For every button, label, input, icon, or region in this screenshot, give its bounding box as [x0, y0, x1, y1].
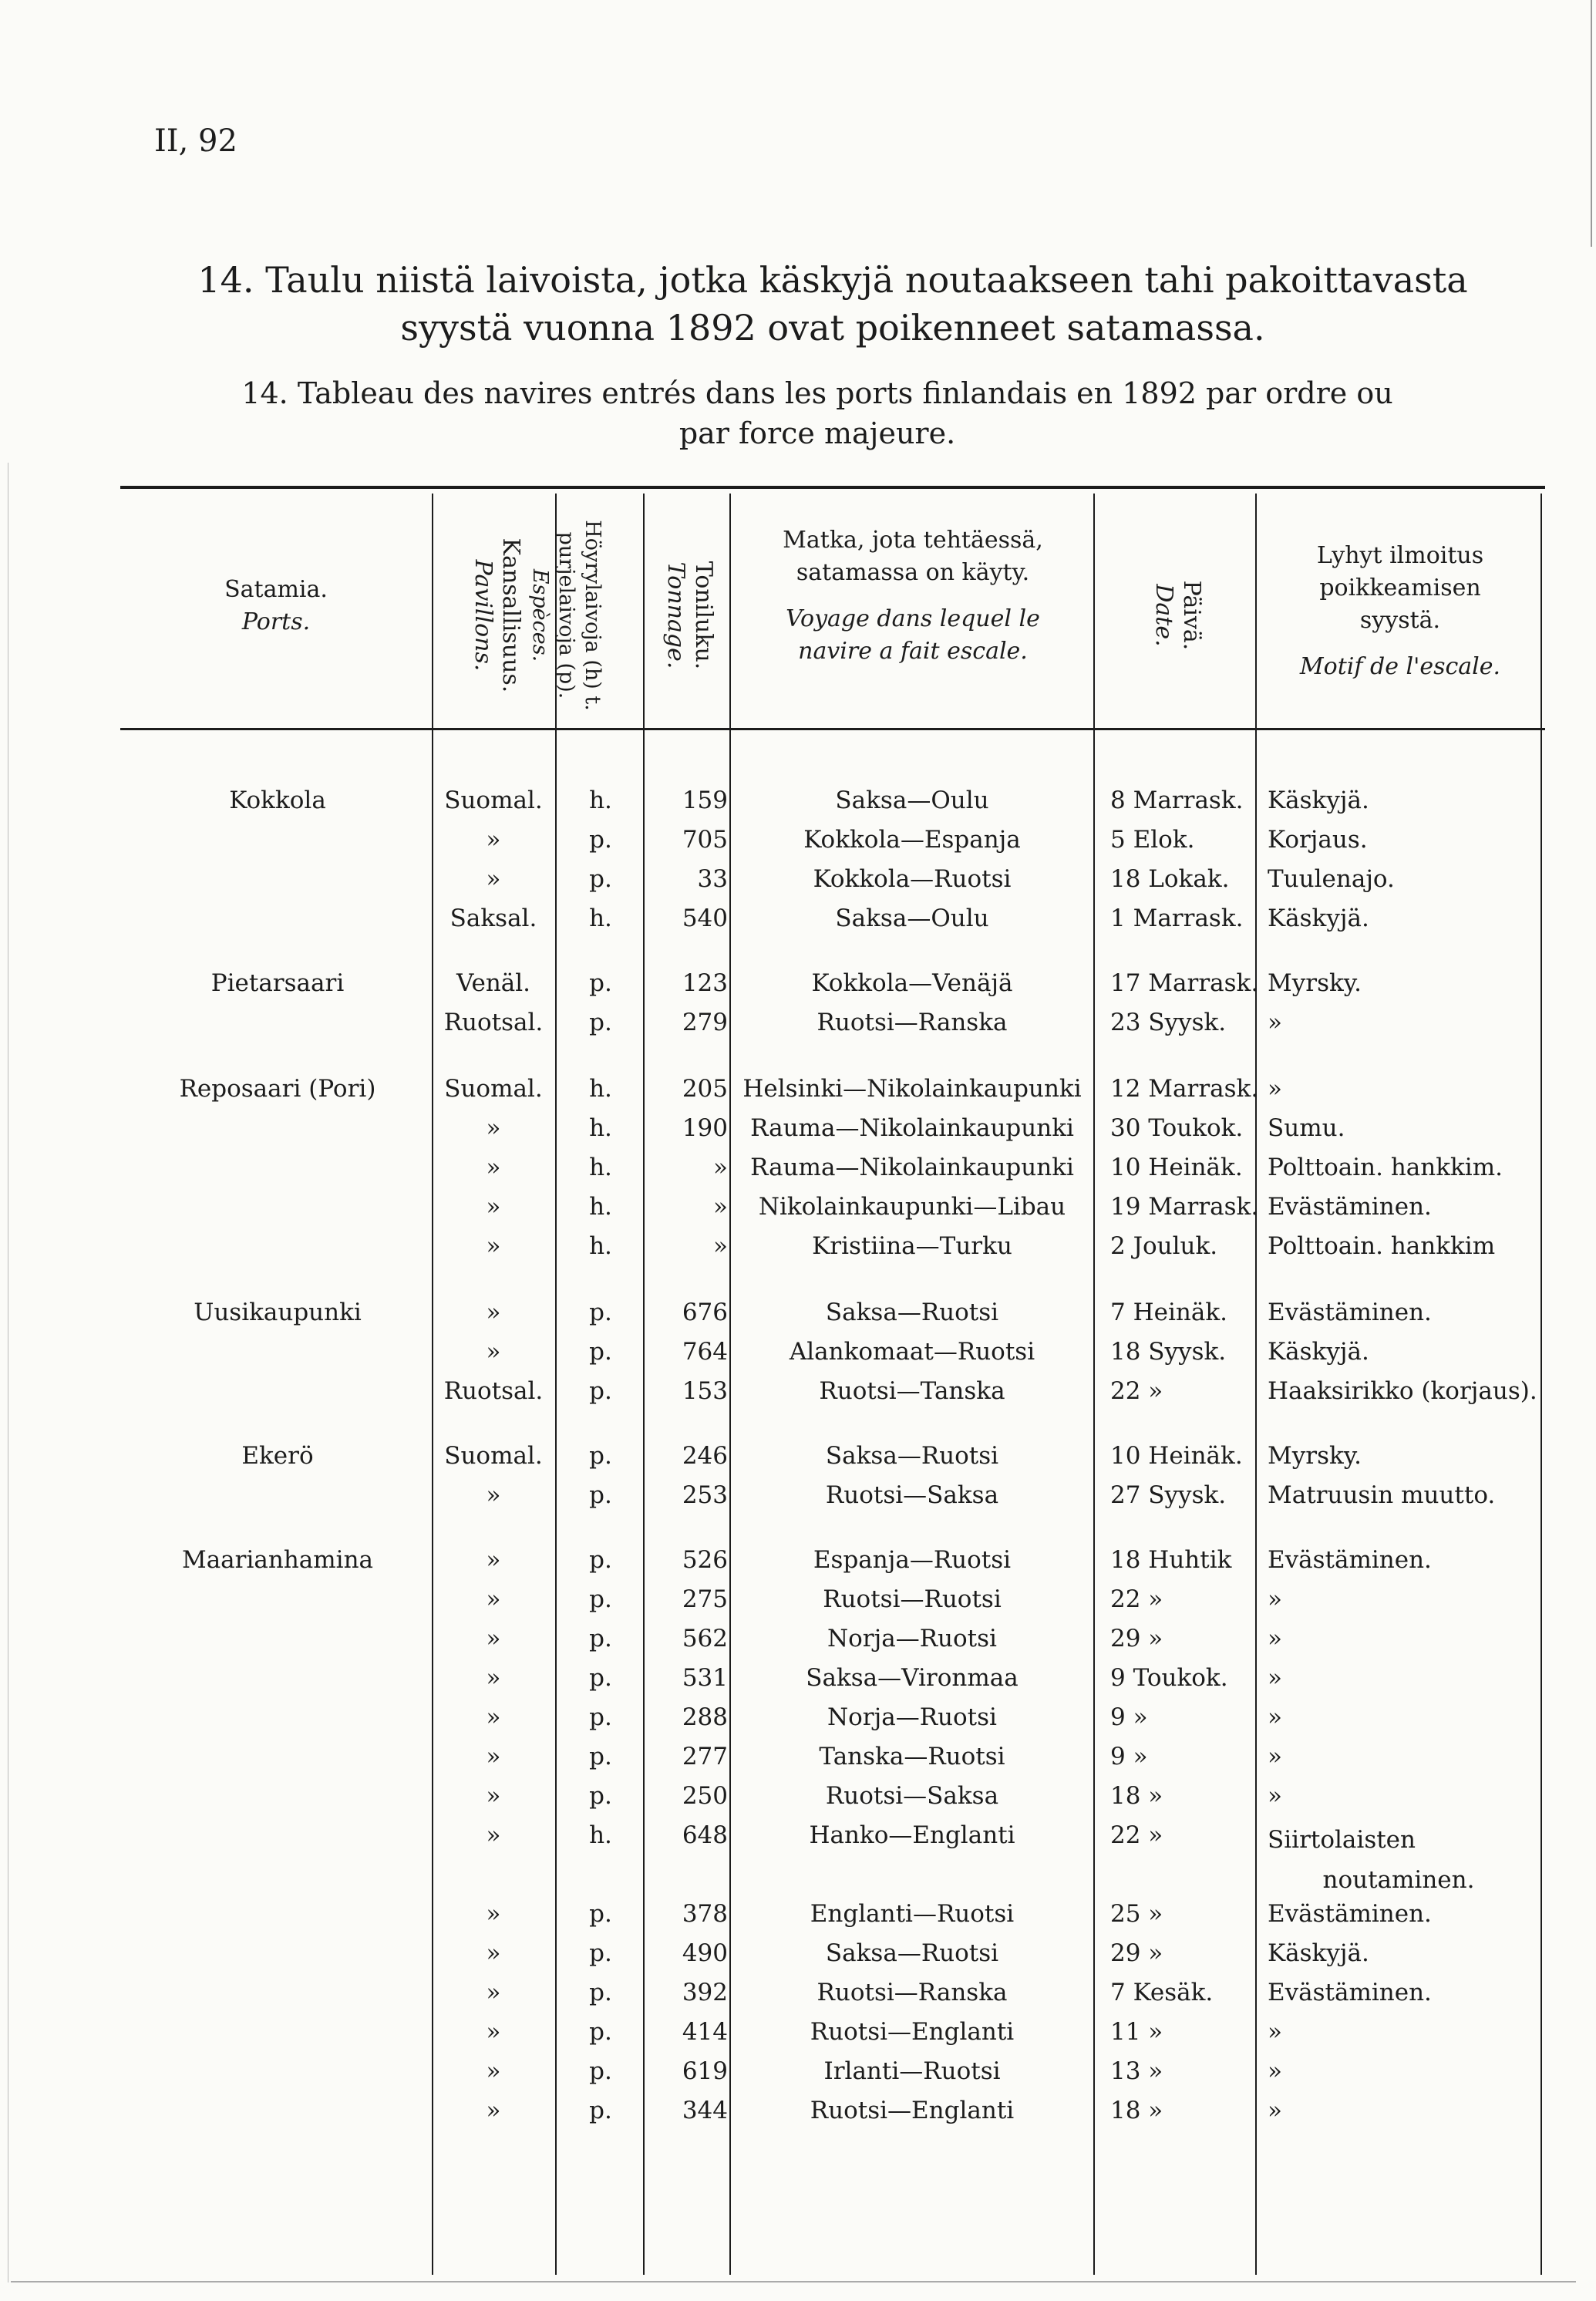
page-number: II, 92 [154, 123, 237, 159]
header-date-label: Päivä. [1178, 580, 1205, 651]
cell-voyage: Ruotsi—Tanska [819, 1377, 1005, 1405]
cell-type: p. [589, 1625, 612, 1652]
cell-motif: » [1268, 2057, 1282, 2085]
cell-date: 22 » [1110, 1377, 1163, 1405]
cell-tonnage: 562 [682, 1625, 728, 1652]
cell-tonnage: 253 [682, 1481, 728, 1509]
cell-flag: » [486, 1703, 501, 1731]
cell-voyage: Kokkola—Venäjä [811, 969, 1013, 997]
cell-type: p. [589, 1743, 612, 1770]
cell-flag: Suomal. [444, 787, 543, 814]
cell-date: 22 » [1110, 1821, 1163, 1849]
cell-voyage: Ruotsi—Ruotsi [823, 1585, 1002, 1613]
cell-voyage: Saksa—Ruotsi [825, 1299, 999, 1326]
cell-voyage: Ruotsi—Ranska [817, 1009, 1008, 1036]
cell-type: p. [589, 1900, 612, 1928]
cell-motif: Käskyjä. [1268, 787, 1369, 814]
cell-flag: » [486, 826, 501, 854]
cell-type: h. [589, 1193, 612, 1221]
cell-type: p. [589, 2018, 612, 2046]
cell-tonnage: 526 [682, 1546, 728, 1574]
cell-flag: » [486, 865, 501, 893]
cell-flag: Ruotsal. [443, 1009, 544, 1036]
header-tonnage-label: Toniluku. [690, 561, 717, 670]
cell-tonnage: 246 [682, 1442, 728, 1470]
cell-motif: » [1268, 1703, 1282, 1731]
header-voyage-label-fr: Voyage dans lequel le navire a fait escale. [786, 605, 1040, 665]
cell-type: p. [589, 1939, 612, 1967]
cell-type: h. [589, 905, 612, 932]
header-flag-label-fr: Pavillons. [470, 559, 497, 672]
cell-flag: » [486, 1743, 501, 1770]
header-port-label: Satamia. [224, 576, 328, 603]
table-row [0, 1545, 1596, 1575]
cell-tonnage: 33 [697, 865, 728, 893]
table-row [0, 1336, 1596, 1367]
cell-flag: Saksal. [450, 905, 537, 932]
table-row [0, 903, 1596, 934]
table-row [0, 1898, 1596, 1929]
cell-date: 30 Toukok. [1110, 1114, 1244, 1142]
cell-voyage: Kokkola—Ruotsi [813, 865, 1012, 893]
cell-voyage: Nikolainkaupunki—Libau [758, 1193, 1066, 1221]
cell-voyage: Saksa—Ruotsi [825, 1442, 999, 1470]
cell-flag: » [486, 2057, 501, 2085]
cell-type: h. [589, 1154, 612, 1181]
cell-voyage: Ruotsi—Saksa [825, 1782, 999, 1810]
cell-tonnage: » [713, 1154, 728, 1181]
cell-motif: Käskyjä. [1268, 905, 1369, 932]
table-row [0, 1440, 1596, 1471]
table-row [0, 824, 1596, 855]
cell-voyage: Ruotsi—Englanti [810, 2097, 1015, 2124]
cell-date: 17 Marrask. [1110, 969, 1259, 997]
cell-voyage: Ruotsi—Saksa [825, 1481, 999, 1509]
cell-tonnage: 344 [682, 2097, 728, 2124]
cell-type: p. [589, 1009, 612, 1036]
cell-type: p. [589, 969, 612, 997]
cell-tonnage: 153 [682, 1377, 728, 1405]
cell-flag: » [486, 1193, 501, 1221]
cell-voyage: Tanska—Ruotsi [819, 1743, 1005, 1770]
cell-motif: » [1268, 1075, 1282, 1103]
cell-flag: » [486, 1979, 501, 2006]
cell-motif: » [1268, 2018, 1282, 2046]
cell-flag: » [486, 1821, 501, 1849]
cell-port: Maarianhamina [181, 1546, 374, 1574]
cell-voyage: Englanti—Ruotsi [810, 1900, 1015, 1928]
cell-motif: Evästäminen. [1268, 1546, 1432, 1574]
cell-date: 9 » [1110, 1743, 1148, 1770]
header-voyage-label: Matka, jota tehtäessä, satamassa on käyty. [783, 527, 1043, 586]
header-port [120, 574, 432, 638]
table-top-rule [120, 486, 1545, 489]
cell-voyage: Rauma—Nikolainkaupunki [750, 1114, 1074, 1142]
cell-tonnage: » [713, 1232, 728, 1260]
cell-flag: » [486, 1114, 501, 1142]
cell-voyage: Saksa—Oulu [835, 787, 989, 814]
page-edge-bottom [11, 2281, 1576, 2282]
cell-type: p. [589, 2057, 612, 2085]
cell-type: h. [589, 1114, 612, 1142]
table-row [0, 1663, 1596, 1693]
table-row [0, 1007, 1596, 1038]
table-row [0, 1191, 1596, 1222]
cell-tonnage: 619 [682, 2057, 728, 2085]
cell-motif: Myrsky. [1268, 969, 1362, 997]
header-motif-label-fr: Motif de l'escale. [1299, 653, 1501, 680]
cell-tonnage: 392 [682, 1979, 728, 2006]
header-type-label-fr: Espèces. [528, 568, 552, 662]
cell-tonnage: 531 [682, 1664, 728, 1692]
table-row [0, 1376, 1596, 1407]
cell-type: p. [589, 1703, 612, 1731]
header-flag-label: Kansallisuus. [497, 537, 524, 693]
cell-voyage: Hanko—Englanti [809, 1821, 1015, 1849]
cell-flag: » [486, 1939, 501, 1967]
cell-date: 13 » [1110, 2057, 1163, 2085]
cell-motif: Matruusin muutto. [1268, 1481, 1496, 1509]
cell-motif: Siirtolaisten noutaminen. [1268, 1826, 1475, 1894]
cell-motif: » [1268, 1743, 1282, 1770]
cell-flag: Ruotsal. [443, 1377, 544, 1405]
cell-voyage: Helsinki—Nikolainkaupunki [742, 1075, 1082, 1103]
cell-port: Reposaari (Pori) [179, 1075, 376, 1103]
cell-tonnage: 378 [682, 1900, 728, 1928]
cell-type: p. [589, 1979, 612, 2006]
cell-voyage: Norja—Ruotsi [827, 1703, 997, 1731]
cell-type: p. [589, 1338, 612, 1366]
cell-motif: Korjaus. [1268, 826, 1368, 854]
table-row [0, 2095, 1596, 2126]
cell-flag: » [486, 1625, 501, 1652]
cell-type: h. [589, 1232, 612, 1260]
table-row [0, 785, 1596, 816]
cell-voyage: Rauma—Nikolainkaupunki [750, 1154, 1074, 1181]
table-row [0, 1741, 1596, 1772]
cell-flag: » [486, 2018, 501, 2046]
cell-flag: » [486, 1782, 501, 1810]
cell-voyage: Ruotsi—Englanti [810, 2018, 1015, 2046]
table-row [0, 2056, 1596, 2087]
cell-date: 11 » [1110, 2018, 1163, 2046]
header-tonnage-label-fr: Tonnage. [662, 561, 689, 669]
cell-motif: » [1268, 1625, 1282, 1652]
cell-flag: » [486, 1585, 501, 1613]
cell-type: p. [589, 1299, 612, 1326]
cell-motif: Evästäminen. [1268, 1299, 1432, 1326]
cell-date: 27 Syysk. [1110, 1481, 1227, 1509]
cell-tonnage: 277 [682, 1743, 728, 1770]
cell-voyage: Kokkola—Espanja [803, 826, 1021, 854]
table-row [0, 1820, 1596, 1894]
cell-motif: Evästäminen. [1268, 1979, 1432, 2006]
header-motif-label: Lyhyt ilmoitus poikkeamisen syystä. [1316, 542, 1484, 634]
cell-tonnage: 279 [682, 1009, 728, 1036]
cell-voyage: Kristiina—Turku [812, 1232, 1012, 1260]
cell-port: Uusikaupunki [194, 1299, 362, 1326]
cell-date: 5 Elok. [1110, 826, 1195, 854]
cell-type: p. [589, 1481, 612, 1509]
table-header-rule [120, 728, 1545, 730]
cell-voyage: Saksa—Ruotsi [825, 1939, 999, 1967]
cell-date: 10 Heinäk. [1110, 1154, 1243, 1181]
cell-date: 1 Marrask. [1110, 905, 1244, 932]
cell-flag: Suomal. [444, 1075, 543, 1103]
header-date [1143, 461, 1205, 770]
cell-type: p. [589, 2097, 612, 2124]
cell-tonnage: 705 [682, 826, 728, 854]
table-row [0, 1231, 1596, 1262]
title-finnish: 14. Taulu niistä laivoista, jotka käskyjä noutaakseen tahi pakoittavasta syystä vuonna 1892 ovat poikenneet satamassa. [197, 259, 1468, 349]
cell-motif: Evästäminen. [1268, 1900, 1432, 1928]
header-date-label-fr: Date. [1150, 584, 1177, 647]
cell-motif: » [1268, 1782, 1282, 1810]
cell-date: 18 Huhtik [1110, 1546, 1232, 1574]
cell-motif: » [1268, 1664, 1282, 1692]
cell-tonnage: 288 [682, 1703, 728, 1731]
cell-tonnage: 414 [682, 2018, 728, 2046]
cell-motif: » [1268, 1009, 1282, 1036]
header-flag [463, 461, 524, 770]
cell-motif: Käskyjä. [1268, 1939, 1369, 1967]
cell-date: 2 Jouluk. [1110, 1232, 1218, 1260]
cell-tonnage: 159 [682, 787, 728, 814]
cell-date: 12 Marrask. [1110, 1075, 1259, 1103]
cell-date: 18 » [1110, 1782, 1163, 1810]
cell-tonnage: » [713, 1193, 728, 1221]
cell-flag: » [486, 1154, 501, 1181]
table-row [0, 1702, 1596, 1733]
cell-date: 7 Heinäk. [1110, 1299, 1227, 1326]
cell-date: 9 Toukok. [1110, 1664, 1228, 1692]
cell-date: 9 » [1110, 1703, 1148, 1731]
table-row [0, 1480, 1596, 1511]
cell-date: 18 » [1110, 2097, 1163, 2124]
cell-voyage: Espanja—Ruotsi [813, 1546, 1012, 1574]
cell-motif: Sumu. [1268, 1114, 1345, 1142]
header-voyage [736, 524, 1090, 668]
cell-tonnage: 764 [682, 1338, 728, 1366]
cell-motif: Evästäminen. [1268, 1193, 1432, 1221]
cell-voyage: Alankomaat—Ruotsi [789, 1338, 1035, 1366]
cell-type: p. [589, 1585, 612, 1613]
cell-port: Kokkola [229, 787, 326, 814]
cell-voyage: Ruotsi—Ranska [817, 1979, 1008, 2006]
cell-voyage: Saksa—Vironmaa [806, 1664, 1019, 1692]
cell-port: Ekerö [241, 1442, 314, 1470]
cell-tonnage: 190 [682, 1114, 728, 1142]
cell-type: h. [589, 1075, 612, 1103]
cell-flag: » [486, 1664, 501, 1692]
cell-date: 18 Lokak. [1110, 865, 1230, 893]
cell-date: 8 Marrask. [1110, 787, 1244, 814]
cell-motif: Polttoain. hankkim. [1268, 1154, 1503, 1181]
cell-date: 25 » [1110, 1900, 1163, 1928]
cell-flag: Suomal. [444, 1442, 543, 1470]
cell-motif: Tuulenajo. [1268, 865, 1395, 893]
header-tonnage [655, 461, 717, 770]
cell-tonnage: 676 [682, 1299, 728, 1326]
cell-type: p. [589, 1377, 612, 1405]
cell-date: 22 » [1110, 1585, 1163, 1613]
cell-tonnage: 540 [682, 905, 728, 932]
cell-motif: Myrsky. [1268, 1442, 1362, 1470]
cell-date: 23 Syysk. [1110, 1009, 1227, 1036]
cell-flag: » [486, 1299, 501, 1326]
cell-type: p. [589, 1546, 612, 1574]
cell-type: p. [589, 1782, 612, 1810]
cell-type: p. [589, 865, 612, 893]
table-row [0, 1623, 1596, 1654]
cell-type: p. [589, 1442, 612, 1470]
table-row [0, 1584, 1596, 1615]
cell-voyage: Norja—Ruotsi [827, 1625, 997, 1652]
cell-date: 29 » [1110, 1939, 1163, 1967]
header-port-label-fr: Ports. [241, 608, 311, 635]
table-row [0, 968, 1596, 999]
cell-type: h. [589, 787, 612, 814]
table-row [0, 1938, 1596, 1969]
table-row [0, 1780, 1596, 1811]
table-row [0, 864, 1596, 894]
cell-date: 10 Heinäk. [1110, 1442, 1243, 1470]
header-type-label: Höyrylaivoja (h) t. purjelaivoja (p). [554, 520, 604, 711]
cell-type: h. [589, 1821, 612, 1849]
table-row [0, 1297, 1596, 1328]
cell-voyage: Saksa—Oulu [835, 905, 989, 932]
cell-tonnage: 490 [682, 1939, 728, 1967]
cell-flag: Venäl. [456, 969, 531, 997]
table-row [0, 1113, 1596, 1144]
cell-type: p. [589, 1664, 612, 1692]
cell-motif: Haaksirikko (korjaus). [1268, 1377, 1537, 1405]
cell-flag: » [486, 1481, 501, 1509]
cell-motif: » [1268, 2097, 1282, 2124]
table-row [0, 1073, 1596, 1104]
table-row [0, 1152, 1596, 1183]
cell-date: 19 Marrask. [1110, 1193, 1259, 1221]
title-french: 14. Tableau des navires entrés dans les ports finlandais en 1892 par ordre ou par force majeure. [241, 376, 1393, 450]
cell-tonnage: 205 [682, 1075, 728, 1103]
cell-tonnage: 648 [682, 1821, 728, 1849]
cell-date: 29 » [1110, 1625, 1163, 1652]
table-row [0, 2016, 1596, 2047]
cell-port: Pietarsaari [210, 969, 345, 997]
cell-flag: » [486, 1338, 501, 1366]
header-motif [1261, 540, 1539, 683]
cell-flag: » [486, 1900, 501, 1928]
cell-type: p. [589, 826, 612, 854]
cell-voyage: Irlanti—Ruotsi [823, 2057, 1001, 2085]
cell-motif: » [1268, 1585, 1282, 1613]
cell-flag: » [486, 1232, 501, 1260]
cell-tonnage: 275 [682, 1585, 728, 1613]
page-edge-right [1591, 0, 1592, 247]
cell-date: 18 Syysk. [1110, 1338, 1227, 1366]
cell-motif: Käskyjä. [1268, 1338, 1369, 1366]
cell-flag: » [486, 2097, 501, 2124]
cell-date: 7 Kesäk. [1110, 1979, 1214, 2006]
cell-flag: » [486, 1546, 501, 1574]
cell-motif: Polttoain. hankkim [1268, 1232, 1496, 1260]
cell-tonnage: 250 [682, 1782, 728, 1810]
header-type [519, 500, 605, 731]
cell-tonnage: 123 [682, 969, 728, 997]
table-row [0, 1977, 1596, 2008]
